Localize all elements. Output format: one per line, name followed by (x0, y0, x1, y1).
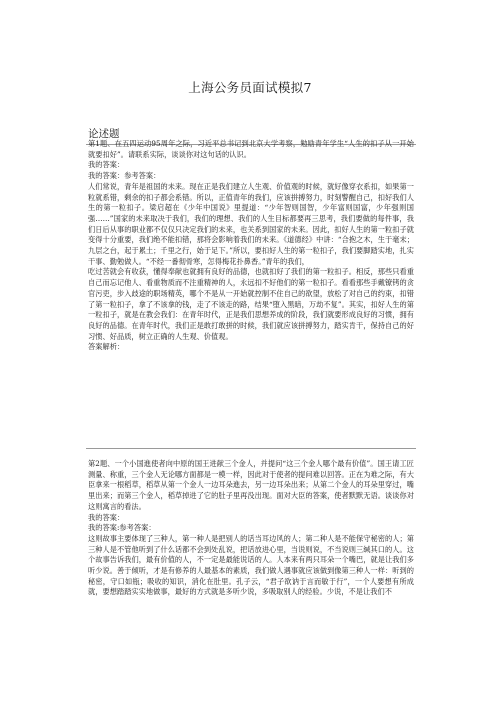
question-2-prompt: 第2题、一个小国進使者向中原的国王进献三个金人，并提问“这三个金人哪个最有价值”。国王请工匠测量、称重，三个金人无论哪方面都是一模一样，因此对于使者的提问难以回答。正在为难之际，有大臣拿来一根稻草，稻草从第一个金人一边耳朵進去，另一边耳朵出来；从第二个金人的耳朵里穿过，嘴里出来；而第三个金人，稻草掉进了它的肚子里再没出现。面对大臣的答案，使者默默无语。谈谈你对这则寓言的看法。 (88, 459, 414, 511)
question-1-answer-paragraph-1: 人们常说，青年是祖国的未来。现在正是我们建立人生观、价值观的时候，就好像穿衣系扣，如果第一粒就系错，剩余的扣子都会系错。所以，正值青年的我们，应该拼搏努力，时刻警醒自己，扣好我们人生的第一粒扣子。梁启超在《少年中国说》里提道：“少年智则国智，少年富则国富，少年强则国强……”国家的未来取决于我们，我们的理想、我们的人生目标都要再三思考，我们要做的每件事，我们日后从事的职业都不仅仅只决定我们的未来，也关系到国家的未来。因此，扣好人生的第一粒扣子就变得十分重要，我们绝不能扣错，那将会影响着我们的未来。《道德经》中讲：“合抱之木，生于毫末；九层之台，起于累土；千里之行，始于足下。”所以，要扣好人生的第一粒扣子，我们要脚踏实地，扎实干事、勤勉做人。“不经一番彻骨寒，怎得梅花扑鼻香。”青年的我们， (88, 181, 414, 266)
question-1-reference-label: 我的答案：参考答案： (88, 171, 161, 181)
question-divider (86, 448, 416, 449)
question-2-answer-paragraph: 这则故事主要体现了三种人，第一种人是把别人的话当耳边风的人；第二种人是不能保守秘密的人；第三种人是不管他听到了什么话都不会到处乱说，把话放进心里，当说则说，不当说则三缄其口的人。这个故事告诉我们，最有价值的人，不一定是最能说话的人。人本来有两只耳朵一个嘴巴，就是让我们多听少说。善于倾听，才是有修养的人最基本的素质，我们做人遇事就应该做到像第三种人一样：听到的秘密，守口如瓶；吸收的知识，消化在肚里。孔子云，“君子欲讷于言而敏于行”，一个人要想有所成就，要想踏踏实实地做事，最好的方式就是多听少说，多吸取别人的经验。少说，不是让我们不 (88, 533, 414, 597)
question-1-answer-paragraph-2: 吃过苦就会有收获，懂得奉献也就拥有良好的品德，也就扣好了我们的第一粒扣子。相反，那些只看重自己而忘记他人、看重物质而不注重精神的人，永远扣不好他们的第一粒扣子。看看那些手戴镣铐的贪官污吏，步入歧途的职场精英，哪个不是从一开始就控制不住自己的欲望，放松了对自己的约束，扣错了第一粒扣子，拿了不该拿的钱，走了不该走的路，结果“堕入黑暗，万劫不复”。其实，扣好人生的第一粒扣子，就是在教会我们：在青年时代，正是我们思想养成的阶段，我们就要形成良好的习惯，拥有良好的品德。在青年时代，我们正是敢打敢拼的时候，我们就应该拼搏努力，踏实肯干，保持自己的好习惯、好品质，树立正确的人生观、价值观。 (88, 267, 414, 341)
question-2-my-answer-label: 我的答案： (88, 512, 125, 522)
section-heading: 论述题 (88, 128, 120, 140)
question-1-block (88, 139, 414, 353)
question-2-reference-label: 我的答案:参考答案： (88, 523, 156, 533)
question-1-prompt: 第1题、在五四运动95周年之际，习近平总书记到北京大学考察，勉励青年学生“人生的扣子从一开始就要扣好”。请联系实际，谈谈你对这句话的认识。 (88, 139, 414, 159)
question-1-analysis-label: 答案解析： (88, 342, 125, 352)
question-2-block (88, 459, 414, 598)
question-1-my-answer-label: 我的答案： (88, 160, 125, 170)
document-title: 上海公务员面试模拟7 (188, 80, 312, 95)
